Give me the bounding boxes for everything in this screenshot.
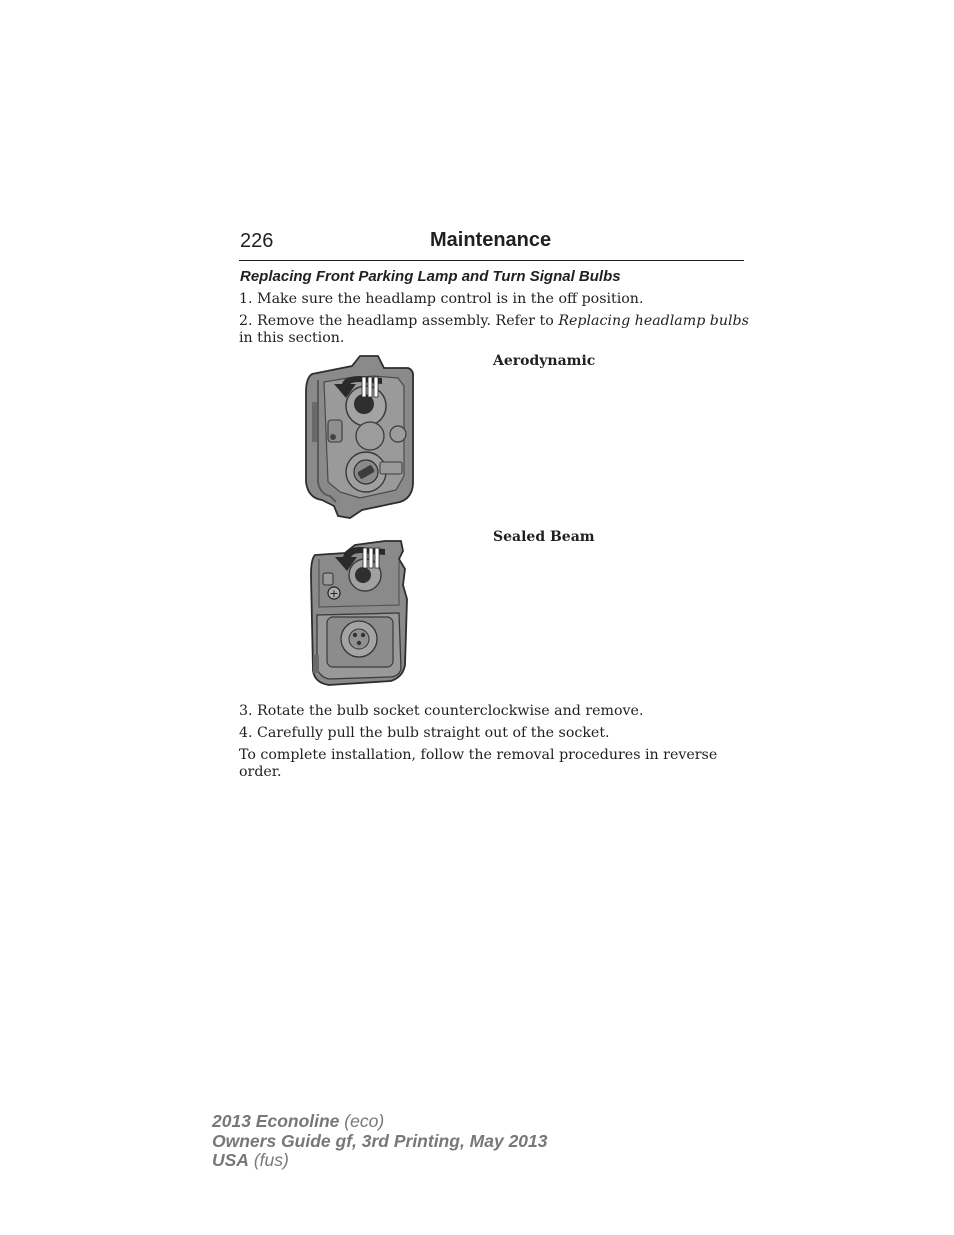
sealed-beam-label: Sealed Beam <box>493 529 595 545</box>
step-2-prefix: 2. Remove the headlamp assembly. Refer to <box>239 313 559 329</box>
page-number: 226 <box>240 230 274 252</box>
step-2-suffix: in this section. <box>239 330 345 346</box>
footer-market: USA <box>212 1150 249 1170</box>
headlamp-sealed-beam-illustration <box>305 535 411 687</box>
svg-text:+: + <box>329 587 339 600</box>
footer-model-code: (eco) <box>344 1111 385 1131</box>
footer-market-code: (fus) <box>253 1150 289 1170</box>
headlamp-aerodynamic-illustration <box>300 352 418 520</box>
footer-line-2 <box>212 1132 548 1152</box>
step-3: 3. Rotate the bulb socket counterclockwise and remove. <box>239 703 644 719</box>
page-header <box>239 228 744 261</box>
footer-guide-info: Owners Guide gf, 3rd Printing, May 2013 <box>212 1130 548 1151</box>
footer-line-3 <box>212 1151 548 1171</box>
footer-line-1 <box>212 1112 548 1132</box>
chapter-title: Maintenance <box>430 229 552 251</box>
aerodynamic-label: Aerodynamic <box>493 353 596 369</box>
step-2 <box>239 313 749 347</box>
step-2-link: Replacing headlamp bulbs <box>558 313 749 329</box>
page-footer <box>212 1112 548 1171</box>
section-heading: Replacing Front Parking Lamp and Turn Signal Bulbs <box>240 268 621 285</box>
closing-text: To complete installation, follow the removal procedures in reverse order. <box>239 747 718 780</box>
step-4: 4. Carefully pull the bulb straight out of the socket. <box>239 725 610 741</box>
step-1: 1. Make sure the headlamp control is in the off position. <box>239 291 644 307</box>
footer-model: 2013 Econoline <box>212 1111 340 1131</box>
